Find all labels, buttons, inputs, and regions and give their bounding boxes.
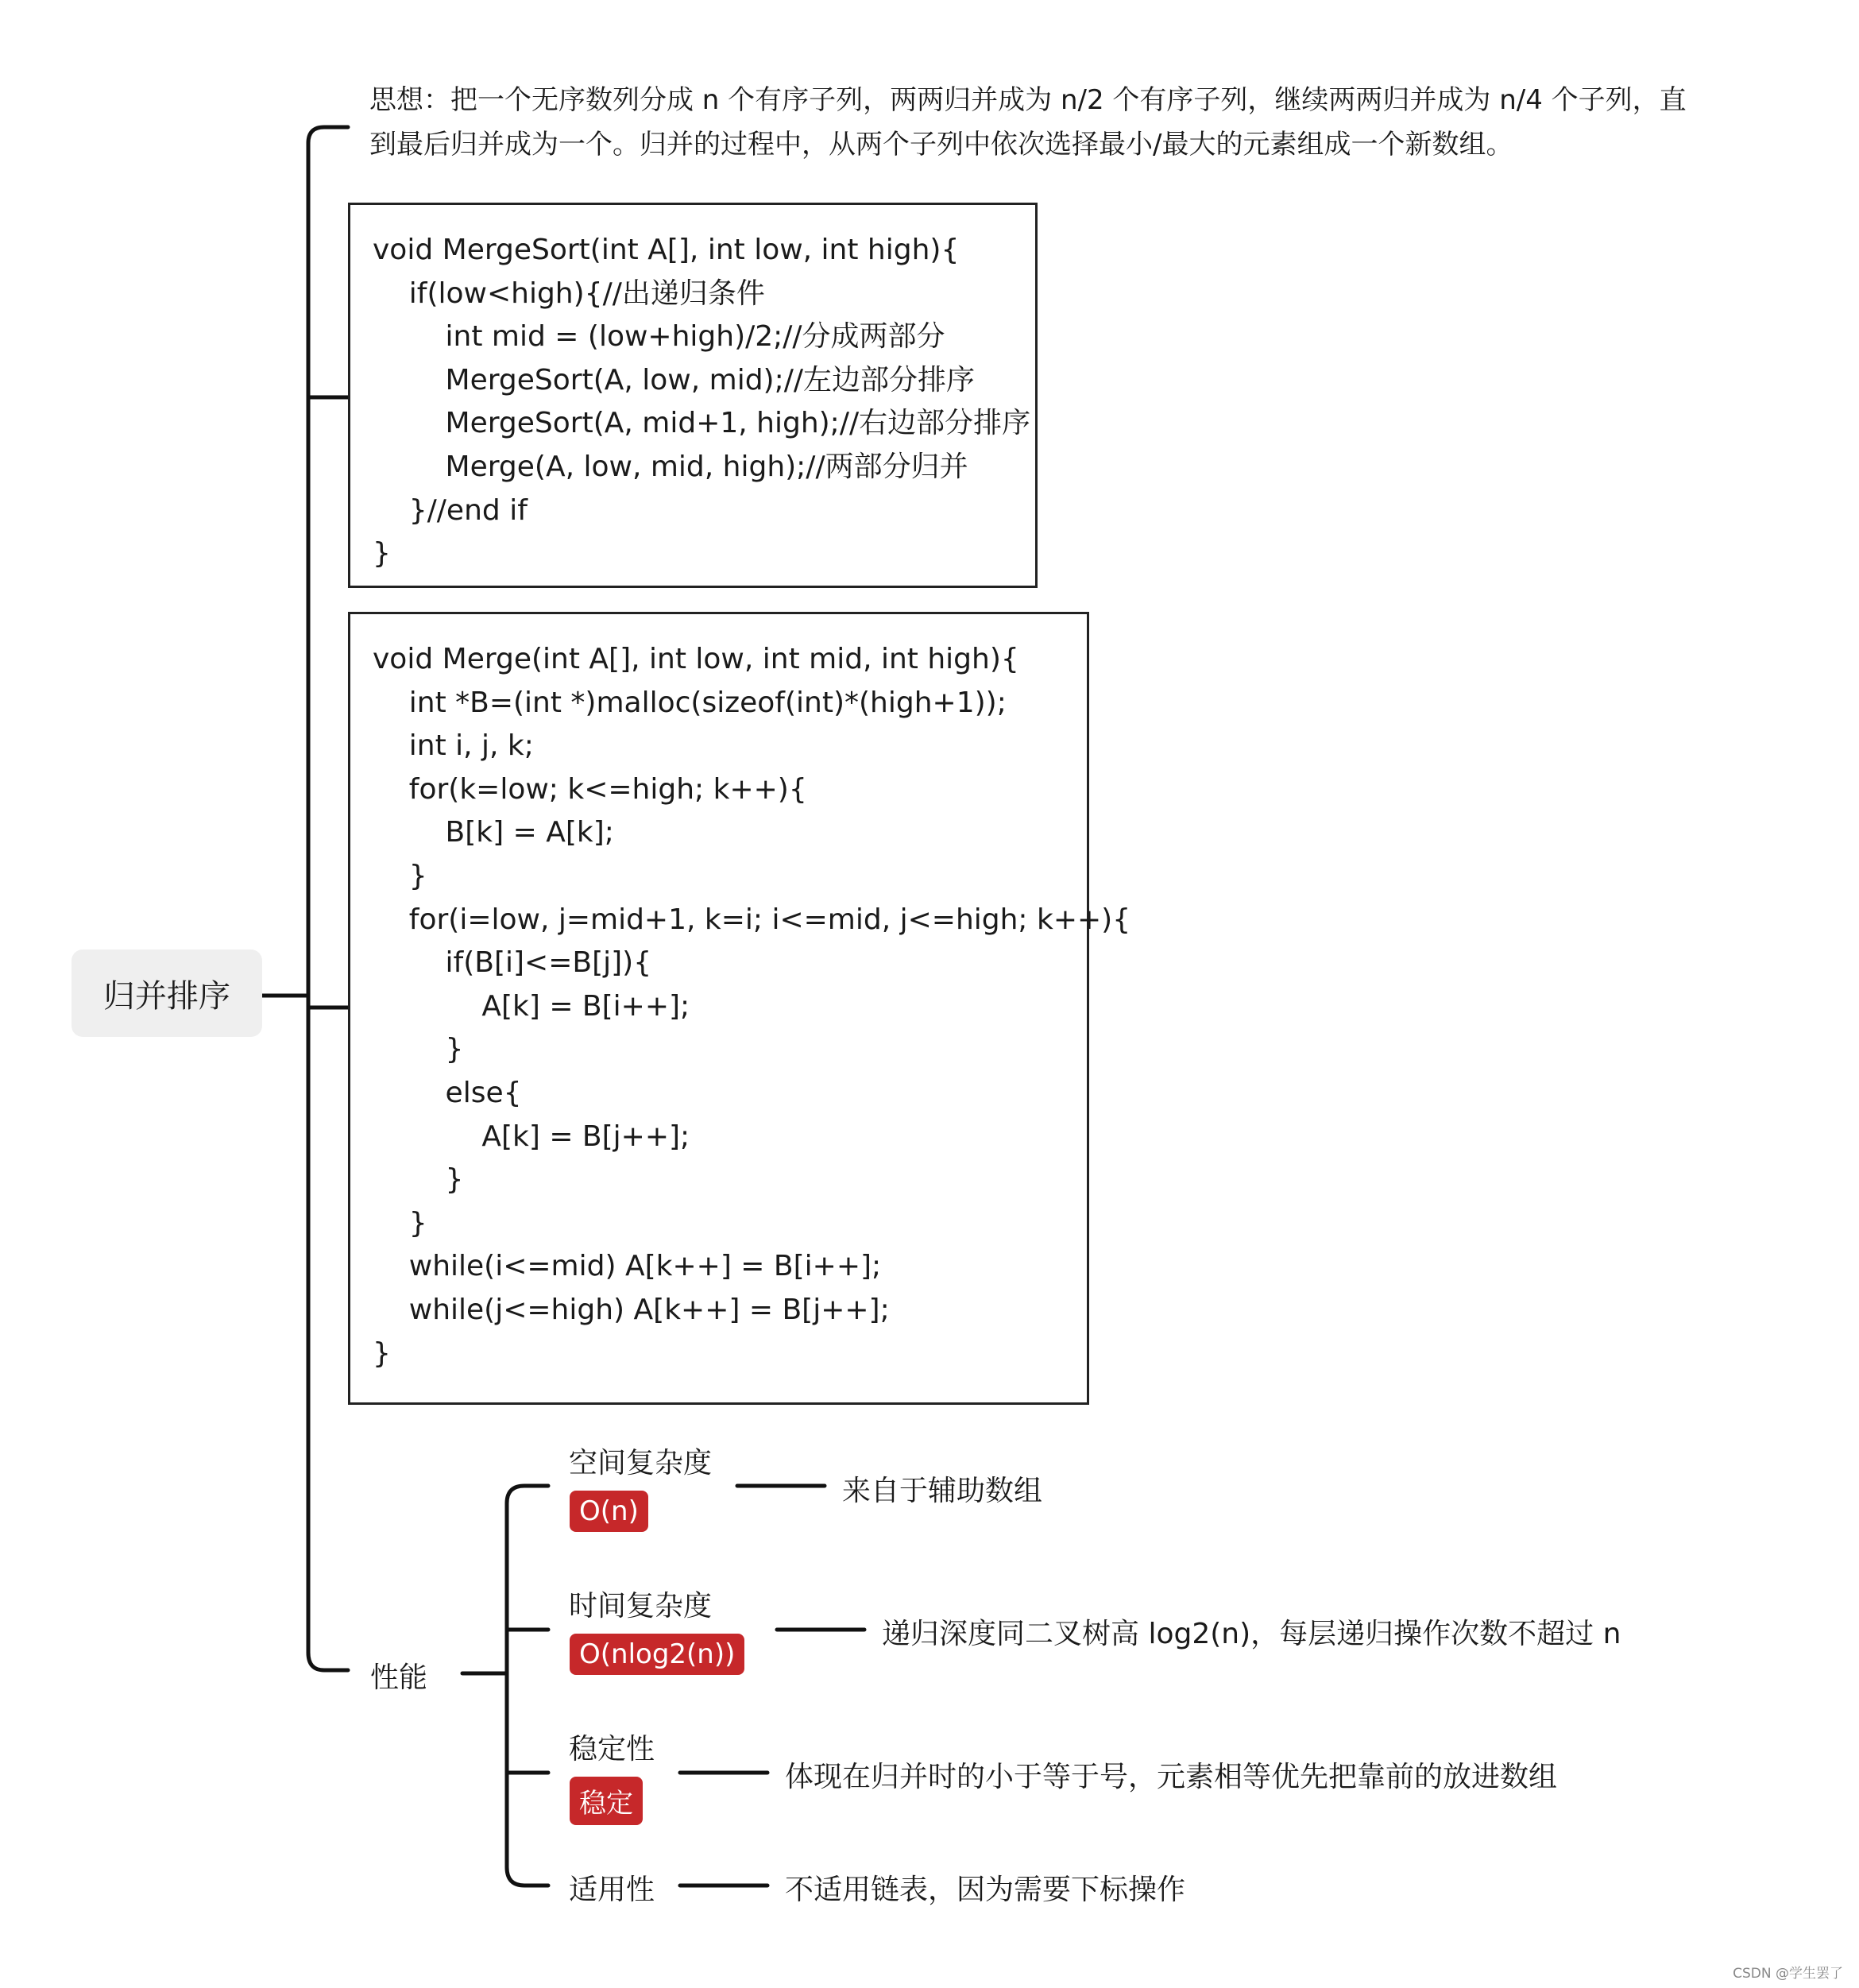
code-line: } xyxy=(373,1163,464,1197)
code-line: if(B[i]<=B[j]){ xyxy=(373,946,652,980)
space-complexity-label: 空间复杂度 xyxy=(569,1447,713,1479)
code-line: A[k] = B[i++]; xyxy=(373,989,690,1023)
space-complexity-desc: 来自于辅助数组 xyxy=(842,1475,1043,1507)
performance-label: 性能 xyxy=(370,1661,428,1694)
code-line: int *B=(int *)malloc(sizeof(int)*(high+1)); xyxy=(373,686,1007,719)
code-line: } xyxy=(373,1033,464,1066)
watermark: CSDN @学生罢了 xyxy=(1733,1966,1843,1982)
code-line: int mid = (low+high)/2;//分成两部分 xyxy=(373,320,945,354)
code-line: void Merge(int A[], int low, int mid, int high){ xyxy=(373,643,1019,675)
time-complexity-badge: O(nlog2(n)) xyxy=(570,1634,744,1675)
applicability-label: 适用性 xyxy=(569,1874,655,1906)
applicability-desc: 不适用链表，因为需要下标操作 xyxy=(785,1874,1186,1906)
code-line: for(i=low, j=mid+1, k=i; i<=mid, j<=high; k++){ xyxy=(373,903,1131,936)
idea-text xyxy=(369,78,1776,167)
stability-label: 稳定性 xyxy=(569,1733,655,1766)
stability-desc: 体现在归并时的小于等于号，元素相等优先把靠前的放进数组 xyxy=(785,1761,1558,1793)
time-complexity-desc: 递归深度同二叉树高 log2(n)，每层递归操作次数不超过 n xyxy=(882,1618,1621,1650)
code-line: while(j<=high) A[k++] = B[j++]; xyxy=(373,1293,890,1326)
code-line: void MergeSort(int A[], int low, int high){ xyxy=(373,234,960,266)
idea-line-1: 思想：把一个无序数列分成 n 个有序子列，两两归并成为 n/2 个有序子列，继续两两归并成为 n/4 个子列，直 xyxy=(369,84,1687,116)
code-line: MergeSort(A, low, mid);//左边部分排序 xyxy=(373,363,975,396)
code-line: int i, j, k; xyxy=(373,729,534,763)
code-line: else{ xyxy=(373,1076,522,1109)
code-line: Merge(A, low, mid, high);//两部分归并 xyxy=(373,450,968,483)
code-line: if(low<high){//出递归条件 xyxy=(373,277,765,310)
code-line: }//end if xyxy=(373,493,528,527)
root-node xyxy=(72,950,262,1037)
code-line: } xyxy=(373,1206,427,1240)
merge-code-box xyxy=(348,612,1131,1405)
code-line: for(k=low; k<=high; k++){ xyxy=(373,772,807,806)
stability-badge: 稳定 xyxy=(570,1777,643,1825)
code-line: } xyxy=(373,537,391,570)
root-label: 归并排序 xyxy=(103,977,230,1015)
code-line: MergeSort(A, mid+1, high);//右边部分排序 xyxy=(373,407,1031,440)
space-complexity-badge: O(n) xyxy=(570,1491,648,1532)
time-complexity-label: 时间复杂度 xyxy=(569,1590,713,1623)
code-line: } xyxy=(373,1336,391,1370)
code-line: A[k] = B[j++]; xyxy=(373,1120,690,1153)
idea-line-2: 到最后归并成为一个。归并的过程中，从两个子列中依次选择最小/最大的元素组成一个新数组。 xyxy=(369,129,1513,161)
code-line: B[k] = A[k]; xyxy=(373,816,614,849)
merge-sort-code-box xyxy=(348,203,1038,588)
code-line: while(i<=mid) A[k++] = B[i++]; xyxy=(373,1250,882,1283)
code-line: } xyxy=(373,859,427,892)
